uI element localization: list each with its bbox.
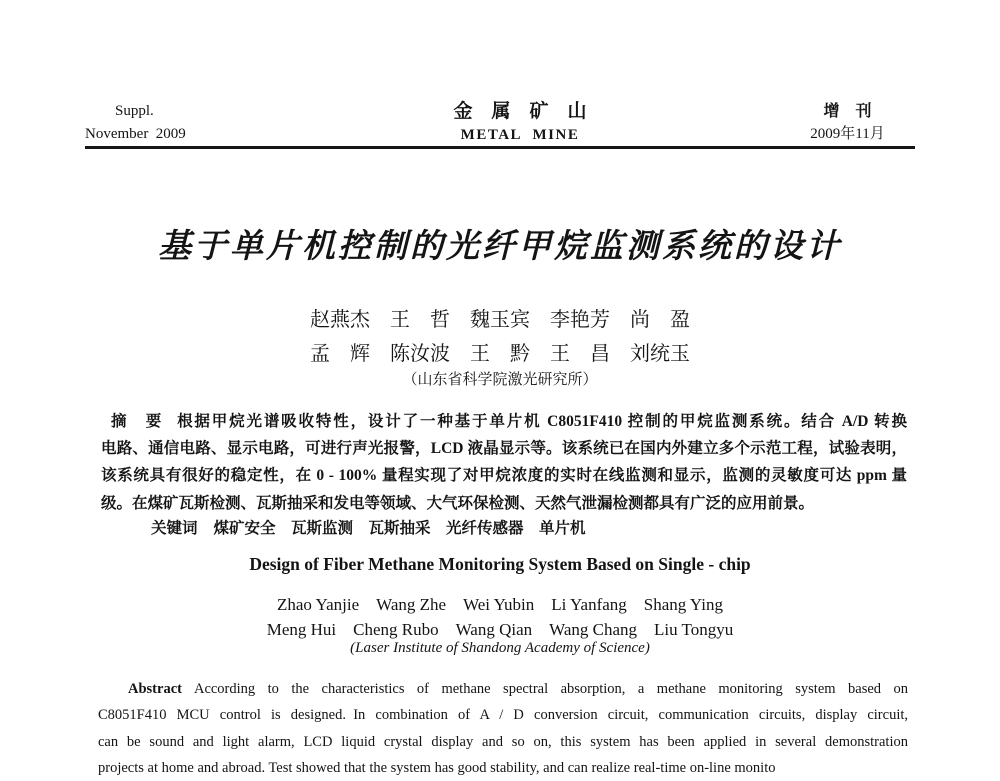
header-rule: [85, 146, 915, 149]
abstract-en-label: Abstract: [128, 681, 182, 697]
journal-name-cn: 金 属 矿 山: [453, 101, 587, 122]
issue-label: 增 刊: [823, 103, 872, 120]
abstract-cn-text-1: 根据甲烷光谱吸收特性，设计了一种基于单片机 C8051F410 控制的甲烷监测系统。结合 A/D 转换: [177, 413, 907, 430]
header-month-year: November 2009: [85, 126, 186, 142]
abstract-en-line-2: C8051F410 MCU control is designed. In combination of A / D conversion circuit, communication circuits, display circuit,: [98, 707, 908, 724]
authors-cn-line-1: 赵燕杰 王 哲 魏玉宾 李艳芳 尚 盈: [310, 309, 690, 331]
abstract-cn-label: 摘 要: [111, 413, 164, 430]
abstract-en: [98, 676, 908, 781]
affiliation-cn: （山东省科学院激光研究所）: [402, 372, 598, 388]
header-right: [780, 100, 915, 146]
abstract-cn-line-3: 该系统具有很好的稳定性，在 0 - 100% 量程实现了对甲烷浓度的实时在线监测和显示，监测的灵敏度可达 ppm 量: [101, 467, 907, 485]
paper-title-en: Design of Fiber Methane Monitoring System Based on Single - chip: [249, 554, 751, 574]
abstract-cn: [101, 408, 907, 517]
authors-en-line-2: Meng Hui Cheng Rubo Wang Qian Wang Chang Liu Tongyu: [266, 620, 734, 639]
abstract-cn-line-1: [101, 408, 907, 435]
keywords-cn: [101, 516, 907, 538]
keywords-cn-text: 煤矿安全 瓦斯监测 瓦斯抽采 光纤传感器 单片机: [213, 520, 586, 537]
abstract-cn-line-2: 电路、通信电路、显示电路，可进行声光报警，LCD 液晶显示等。该系统已在国内外建立多个示范工程，试验表明，: [101, 440, 907, 458]
header-center: [260, 100, 780, 146]
journal-name-en: METAL MINE: [460, 127, 580, 143]
abstract-en-line-4: projects at home and abroad. Test showed that the system has good stability, and can realize real-time on-line monito: [98, 759, 776, 776]
paper-title-cn: 基于单片机控制的光纤甲烷监测系统的设计: [158, 229, 842, 265]
authors-en: [0, 592, 1000, 642]
abstract-en-line-3: can be sound and light alarm, LCD liquid crystal display and so on, this system has been applied in several demonstration: [98, 733, 908, 750]
authors-cn-line-2: 孟 辉 陈汝波 王 黔 王 昌 刘统玉: [310, 343, 690, 365]
journal-header: [85, 100, 915, 146]
abstract-en-text-1: According to the characteristics of methane spectral absorption, a methane monitoring system based on: [193, 681, 908, 697]
supplement-label: Suppl.: [115, 103, 154, 119]
authors-cn: [0, 303, 1000, 371]
header-left: [85, 100, 260, 146]
abstract-cn-line-4: 级。在煤矿瓦斯检测、瓦斯抽采和发电等领域、大气环保检测、天然气泄漏检测都具有广泛的应用前景。: [101, 494, 815, 512]
abstract-en-line-1: [98, 676, 908, 702]
affiliation-en: (Laser Institute of Shandong Academy of Science): [350, 640, 650, 656]
keywords-cn-label: 关键词: [151, 520, 198, 537]
authors-en-line-1: Zhao Yanjie Wang Zhe Wei Yubin Li Yanfang Shang Ying: [277, 595, 723, 614]
issue-date: 2009年11月: [810, 126, 885, 142]
